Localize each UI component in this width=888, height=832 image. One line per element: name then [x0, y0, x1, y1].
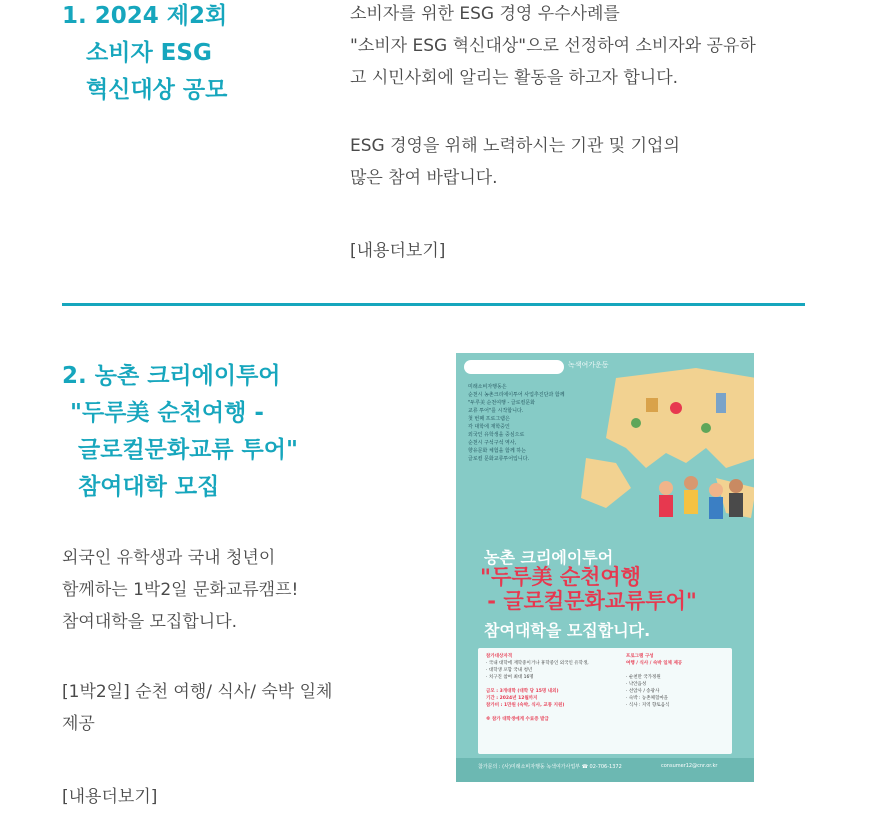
poster-intro-line: 글로컬 문화교류투어입니다. [468, 456, 530, 462]
poster-info-line: · 순천만 국가정원 [626, 675, 661, 680]
section2-paragraph-2 [62, 676, 402, 740]
poster-info-line: · 숙박 : 농촌체험마을 [626, 696, 669, 701]
text-line: 외국인 유학생과 국내 청년이 [62, 548, 276, 568]
event-poster[interactable] [456, 353, 754, 782]
poster-info-line: · 치구진 참여 최대 16명 [486, 675, 534, 680]
poster-info-line: · 국내 대학에 재학중이거나 휴학중인 외국인 유학생, [486, 661, 589, 666]
section2-more-link[interactable]: [내용더보기] [62, 787, 158, 807]
poster-intro-line: 순천시 구석구석 역사, [468, 440, 517, 446]
poster-intro-line: 첫 번째 프로그램은 [468, 416, 510, 422]
section1-more-link[interactable]: [내용더보기] [350, 241, 446, 261]
poster-intro-line: 교류 투어"를 시작합니다. [468, 408, 524, 414]
text-line: 소비자를 위한 ESG 경영 우수사례를 [350, 4, 620, 24]
people-illustration [659, 476, 743, 519]
text-line: 고 시민사회에 알리는 활동을 하고자 합니다. [350, 68, 679, 88]
text-line: "소비자 ESG 혁신대상"으로 선정하여 소비자와 공유하 [350, 36, 756, 56]
poster-info-line: · 낙안읍성 [626, 682, 647, 687]
poster-map-illustration [576, 368, 754, 558]
poster-info-line [486, 709, 616, 716]
text-line: 제공 [62, 714, 95, 734]
section1-paragraph-2 [350, 130, 820, 194]
poster-info-line: 프로그램 구성 [626, 654, 654, 659]
poster-info-line: ※ 참가 대학생에게 수료증 발급 [486, 717, 549, 722]
poster-info-line [626, 667, 726, 674]
poster-info-line: 참가비 : 1만원 (숙박, 식사, 교통 지원) [486, 703, 565, 708]
poster-intro-line: "두루美 순천여행 - 글로컬문화 [468, 400, 536, 406]
poster-footer [456, 758, 754, 782]
section1-title: 1. 2024 제2회 소비자 ESG 혁신대상 공모 [62, 3, 228, 103]
poster-contact: 참가문의 : (사)미래소비자행동 녹색여가사업부 ☎ 02-706-1372 [478, 764, 622, 770]
poster-intro-line: 향유문화 체험을 함께 하는 [468, 448, 526, 454]
section1-paragraph-1 [350, 0, 820, 94]
poster-info-line: · 식사 : 지역 향토음식 [626, 703, 670, 708]
text-line: ESG 경영을 위해 노력하시는 기관 및 기업의 [350, 136, 680, 156]
poster-email: consumer12@cnr.or.kr [661, 763, 718, 769]
poster-info-line: 기간 : 2024년 12월까지 [486, 696, 538, 701]
section2-paragraph-1 [62, 542, 402, 638]
text-line: [1박2일] 순천 여행/ 식사/ 숙박 일체 [62, 682, 333, 702]
section-divider [62, 303, 805, 306]
poster-intro-line: 순천시 농촌크리에이투어 사업추진단과 함께 [468, 392, 565, 398]
poster-info-line: · 선암사 / 송광사 [626, 689, 660, 694]
poster-info-left [486, 653, 616, 723]
poster-header-label: 녹색여가운동 [568, 361, 609, 369]
poster-heading-3: 참여대학을 모집합니다. [484, 621, 651, 640]
poster-heading-1: 농촌 크리에이투어 [484, 548, 614, 567]
poster-info-right [626, 653, 726, 709]
poster-intro-line: 미래소비자행동은 [468, 384, 507, 390]
poster-heading-2: "두루美 순천여행 - 글로컬문화교류투어" [480, 565, 697, 613]
section2-title: 2. 농촌 크리에이투어 "두루美 순천여행 - 글로컬문화교류 투어" 참여대학 모집 [62, 363, 298, 500]
poster-info-line: 금모 : 3개대학 (대학 당 15명 내외) [486, 689, 559, 694]
poster-info-line: 여행 / 식사 / 숙박 일체 제공 [626, 661, 683, 666]
poster-intro-line: 외국인 유학생을 중심으로 [468, 432, 525, 438]
text-line: 많은 참여 바랍니다. [350, 168, 498, 188]
text-line: 함께하는 1박2일 문화교류캠프! [62, 580, 299, 600]
text-line: 참여대학을 모집합니다. [62, 612, 238, 632]
poster-info-line: 참가대상자격 [486, 654, 513, 659]
poster-info-line [486, 681, 616, 688]
poster-logo-badge [464, 360, 564, 374]
poster-intro-line: 각 대학에 재학중인 [468, 424, 510, 430]
poster-info-line: · 대학생 포함 국내 청년 [486, 668, 533, 673]
poster-intro [468, 383, 563, 463]
